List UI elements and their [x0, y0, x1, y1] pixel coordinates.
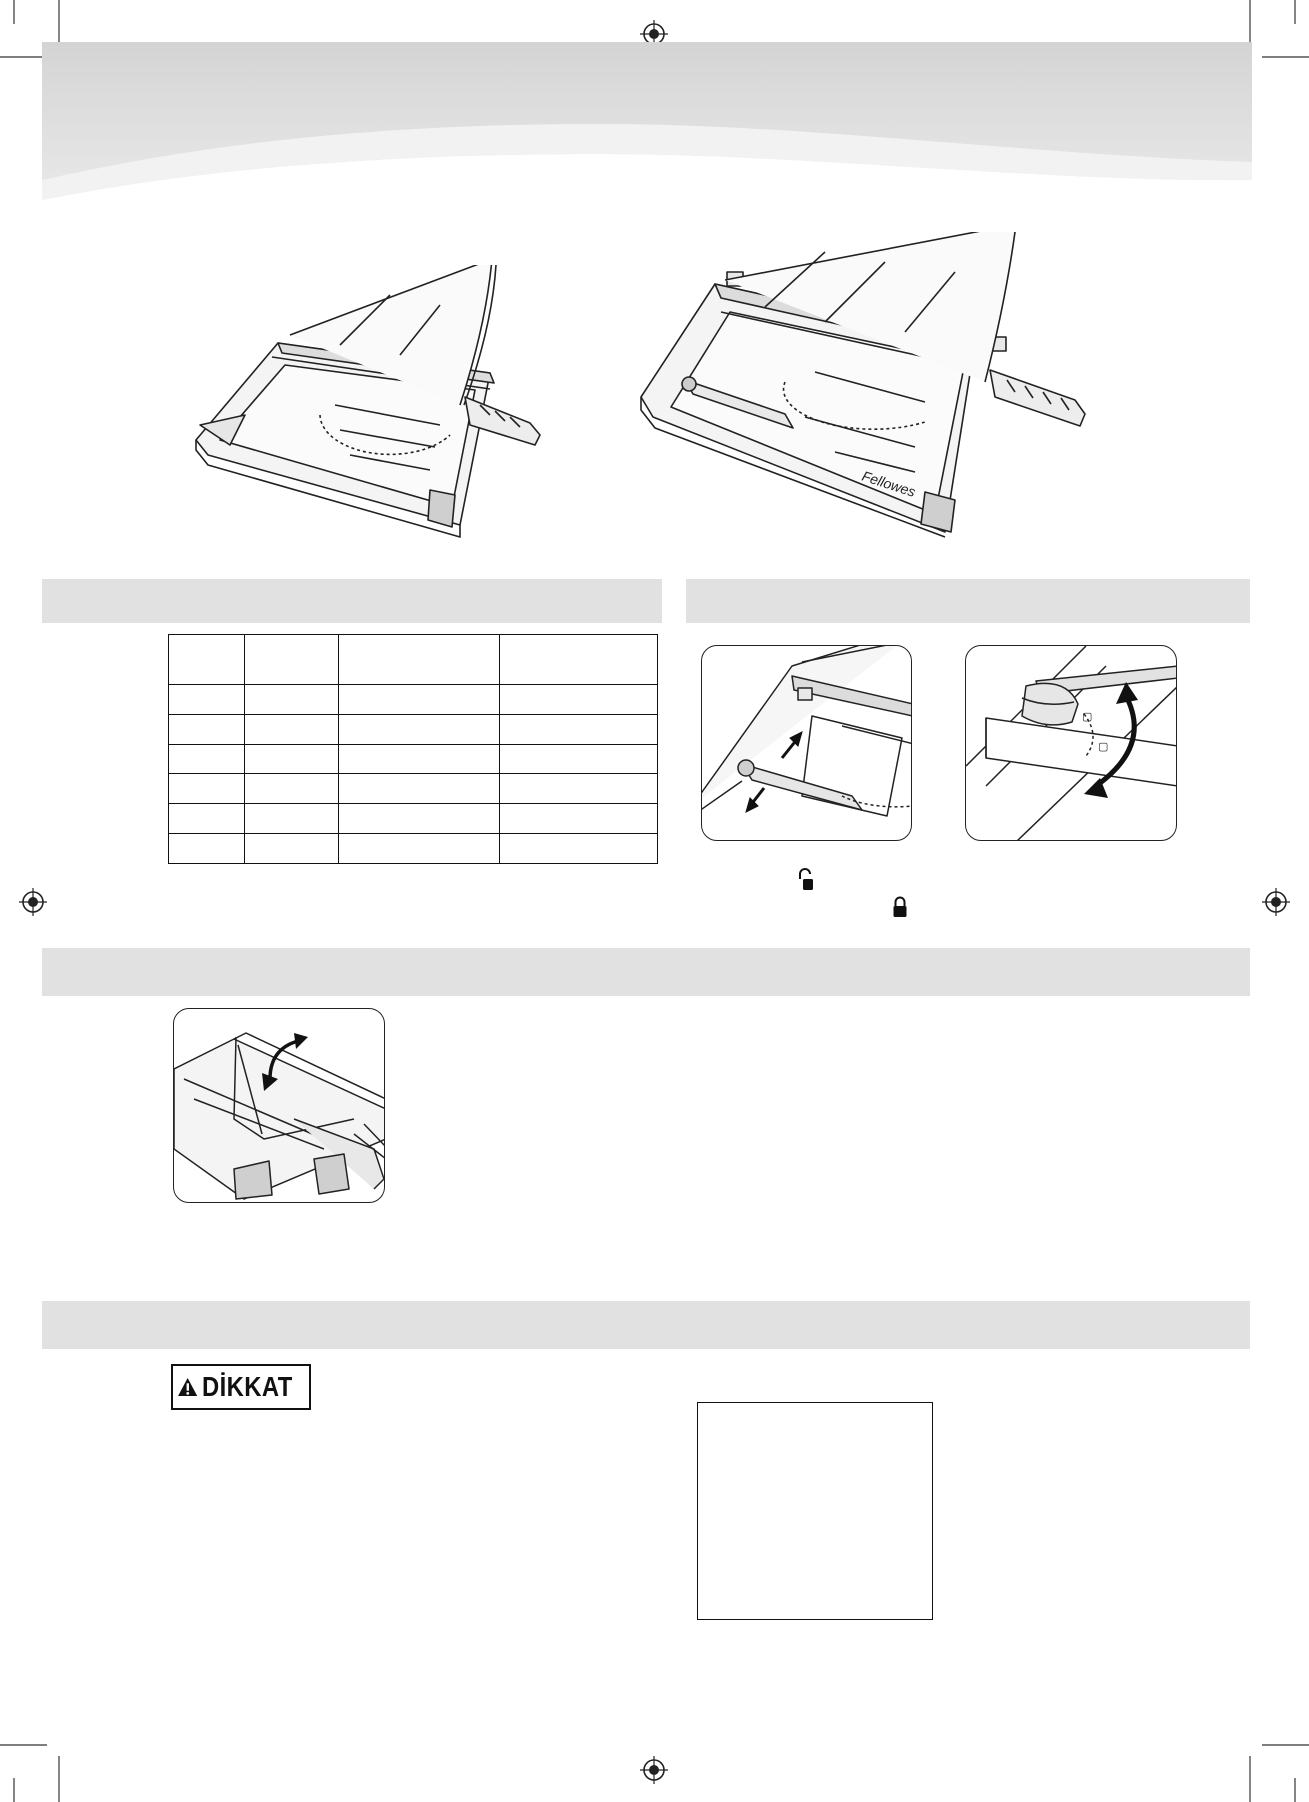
table-cell [244, 774, 338, 804]
warning-triangle-icon [177, 1368, 198, 1406]
section-band-paper-clamp [686, 579, 1250, 623]
table-cell [244, 685, 338, 715]
section-band-safety [42, 1301, 1250, 1349]
table-header-cell [338, 635, 500, 685]
table-cell [169, 744, 245, 774]
table-row [169, 685, 658, 715]
registration-mark-icon [19, 888, 47, 916]
header-wave-banner [42, 42, 1252, 202]
lock-knob-illustration [966, 646, 1177, 841]
table-cell [338, 834, 500, 864]
paper-clamp-illustration [702, 646, 912, 841]
table-cell [244, 804, 338, 834]
table-cell [169, 714, 245, 744]
table-row [169, 774, 658, 804]
large-trimmer-illustration [635, 232, 1145, 542]
table-row [169, 744, 658, 774]
svg-text:▢: ▢ [1098, 741, 1109, 753]
table-cell [500, 685, 658, 715]
table-cell [244, 834, 338, 864]
lock-knob-illustration-frame [965, 645, 1177, 841]
table-cell [500, 774, 658, 804]
table-row [169, 804, 658, 834]
guard-illustration-frame [173, 1008, 385, 1203]
table-cell [500, 834, 658, 864]
guard-illustration [174, 1009, 385, 1203]
table-cell [169, 685, 245, 715]
table-cell [500, 744, 658, 774]
table-cell [338, 685, 500, 715]
svg-text:▢: ▢ [1082, 711, 1093, 723]
table-header-cell [169, 635, 245, 685]
table-cell [338, 714, 500, 744]
table-header-cell [244, 635, 338, 685]
table-header-cell [500, 635, 658, 685]
table-row [169, 834, 658, 864]
table-header-row [169, 635, 658, 685]
lock-icon [892, 896, 908, 918]
small-trimmer-illustration [190, 265, 630, 540]
paper-clamp-illustration-frame [701, 645, 912, 841]
table-cell [500, 714, 658, 744]
table-cell [338, 774, 500, 804]
registration-mark-icon [640, 1756, 668, 1784]
table-row [169, 714, 658, 744]
table-cell [169, 804, 245, 834]
section-band-specifications [42, 579, 662, 623]
table-cell [338, 744, 500, 774]
table-cell [338, 804, 500, 834]
unlock-icon [796, 868, 814, 892]
table-cell [169, 834, 245, 864]
section-band-guard [42, 948, 1250, 996]
info-box [697, 1402, 933, 1620]
table-cell [244, 744, 338, 774]
specification-table [168, 634, 658, 864]
warning-label-text: DİKKAT [202, 1371, 293, 1402]
svg-text:Fellowes: Fellowes [860, 467, 918, 500]
warning-label [171, 1364, 311, 1410]
table-cell [500, 804, 658, 834]
table-cell [244, 714, 338, 744]
registration-mark-icon [1262, 888, 1290, 916]
table-cell [169, 774, 245, 804]
